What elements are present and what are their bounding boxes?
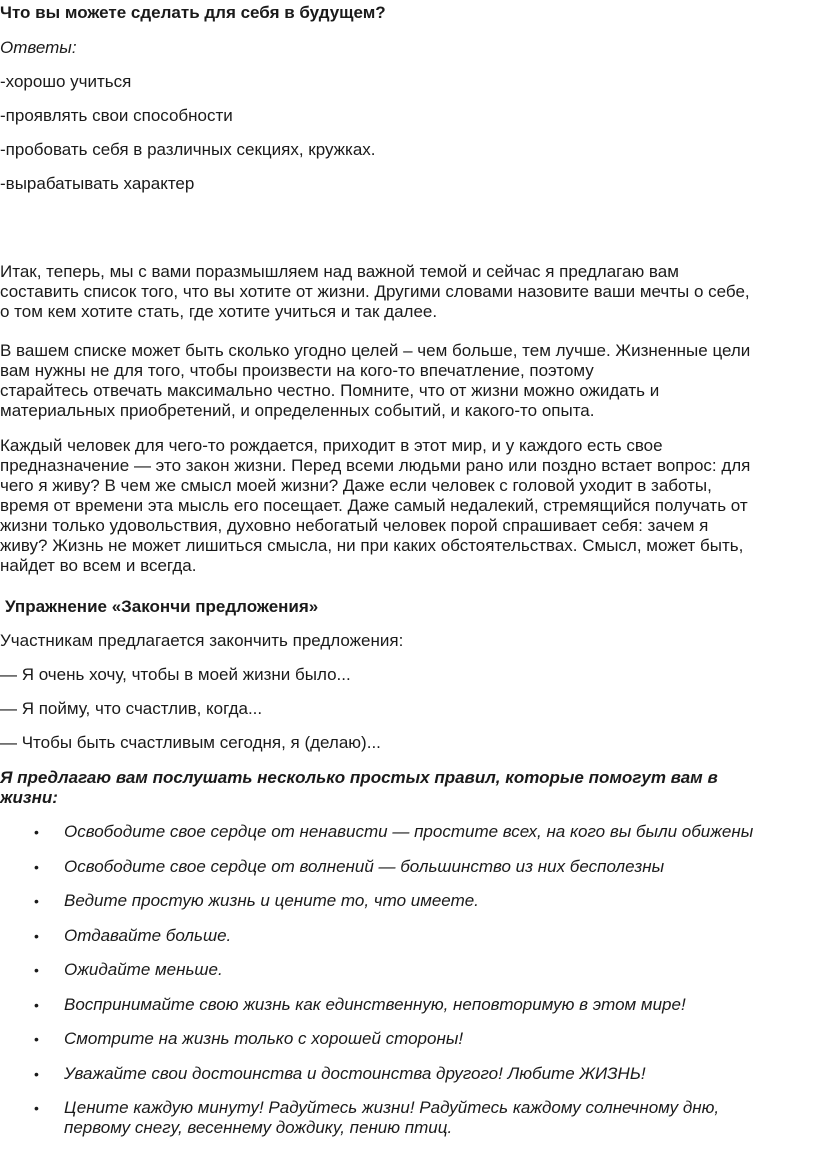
list-item [64, 822, 753, 842]
list-item-text: Ведите простую жизнь и цените то, что имеете. [64, 891, 479, 910]
list-item-text: первому снегу, весеннему дождику, пению птиц. [64, 1118, 453, 1137]
exercise-prompt: — Я пойму, что счастлив, когда... [0, 699, 263, 718]
list-item-text: Цените каждую минуту! Радуйтесь жизни! Радуйтесь каждому солнечному дню, [64, 1098, 720, 1117]
paragraph-line: найдет во всем и всегда. [0, 556, 197, 575]
paragraph-line: В вашем списке может быть сколько угодно целей – чем больше, тем лучше. Жизненные цели [0, 341, 751, 360]
bullet-icon: • [34, 859, 39, 875]
exercise-title: Упражнение «Закончи предложения» [5, 597, 319, 616]
list-item-text: Воспринимайте свою жизнь как единственную, неповторимую в этом мире! [64, 995, 686, 1014]
list-item [64, 857, 664, 877]
paragraph-line: о том кем хотите стать, где хотите учиться и так далее. [0, 302, 438, 321]
heading: Что вы можете сделать для себя в будущем? [0, 3, 386, 22]
paragraph-2 [0, 341, 812, 421]
paragraph-line: живу? Жизнь не может лишиться смысла, ни при каких обстоятельствах. Смысл, может быть, [0, 536, 744, 555]
paragraph-line: составить список того, что вы хотите от жизни. Другими словами назовите ваши мечты о себе, [0, 282, 750, 301]
paragraph-1 [0, 262, 812, 322]
list-item [64, 926, 231, 946]
answer-item: -вырабатывать характер [0, 174, 195, 193]
paragraph-line: Каждый человек для чего-то рождается, приходит в этот мир, и у каждого есть свое [0, 436, 663, 455]
exercise-intro: Участникам предлагается закончить предложения: [0, 631, 404, 650]
paragraph-3 [0, 436, 812, 576]
list-item-text: Смотрите на жизнь только с хорошей стороны! [64, 1029, 464, 1048]
list-item-text: Уважайте свои достоинства и достоинства другого! Любите ЖИЗНЬ! [64, 1064, 646, 1083]
list-item-text: Ожидайте меньше. [64, 960, 223, 979]
bullet-icon: • [34, 962, 39, 978]
bullet-icon: • [34, 1066, 39, 1082]
rules-intro-line: Я предлагаю вам послушать несколько простых правил, которые помогут вам в [0, 768, 718, 787]
list-item [64, 995, 686, 1015]
paragraph-line: старайтесь отвечать максимально честно. Помните, что от жизни можно ожидать и [0, 381, 660, 400]
list-item-text: Отдавайте больше. [64, 926, 232, 945]
paragraph-line: вам нужны не для того, чтобы произвести на кого-то впечатление, поэтому [0, 361, 594, 380]
list-item [64, 1098, 719, 1138]
bullet-icon: • [34, 893, 39, 909]
list-item [64, 1064, 646, 1084]
bullet-icon: • [34, 928, 39, 944]
paragraph-line: время от времени эта мысль его посещает. Даже самый недалекий, стремящийся получать от [0, 496, 748, 515]
list-item-text: Освободите свое сердце от ненависти — простите всех, на кого вы были обижены [64, 822, 754, 841]
list-item [64, 1029, 463, 1049]
answers-label: Ответы: [0, 38, 77, 57]
exercise-prompt: — Чтобы быть счастливым сегодня, я (делаю)... [0, 733, 381, 752]
rules-intro [0, 768, 812, 808]
bullet-icon: • [34, 1100, 39, 1116]
paragraph-line: материальных приобретений, и определенных событий, и какого-то опыта. [0, 401, 595, 420]
paragraph-line: Итак, теперь, мы с вами поразмышляем над важной темой и сейчас я предлагаю вам [0, 262, 679, 281]
answer-item: -пробовать себя в различных секциях, кружках. [0, 140, 376, 159]
list-item [64, 891, 479, 911]
paragraph-line: предназначение — это закон жизни. Перед всеми людьми рано или поздно встает вопрос: для [0, 456, 751, 475]
rules-intro-line: жизни: [0, 788, 58, 807]
bullet-icon: • [34, 824, 39, 840]
bullet-icon: • [34, 1031, 39, 1047]
exercise-prompt: — Я очень хочу, чтобы в моей жизни было... [0, 665, 351, 684]
paragraph-line: чего я живу? В чем же смысл моей жизни? Даже если человек с головой уходит в заботы, [0, 476, 712, 495]
list-item-text: Освободите свое сердце от волнений — большинство из них бесполезны [64, 857, 665, 876]
answer-item: -проявлять свои способности [0, 106, 233, 125]
bullet-icon: • [34, 997, 39, 1013]
answer-item: -хорошо учиться [0, 72, 132, 91]
list-item [64, 960, 223, 980]
paragraph-line: жизни только удовольствия, духовно небогатый человек порой спрашивает себя: зачем я [0, 516, 709, 535]
